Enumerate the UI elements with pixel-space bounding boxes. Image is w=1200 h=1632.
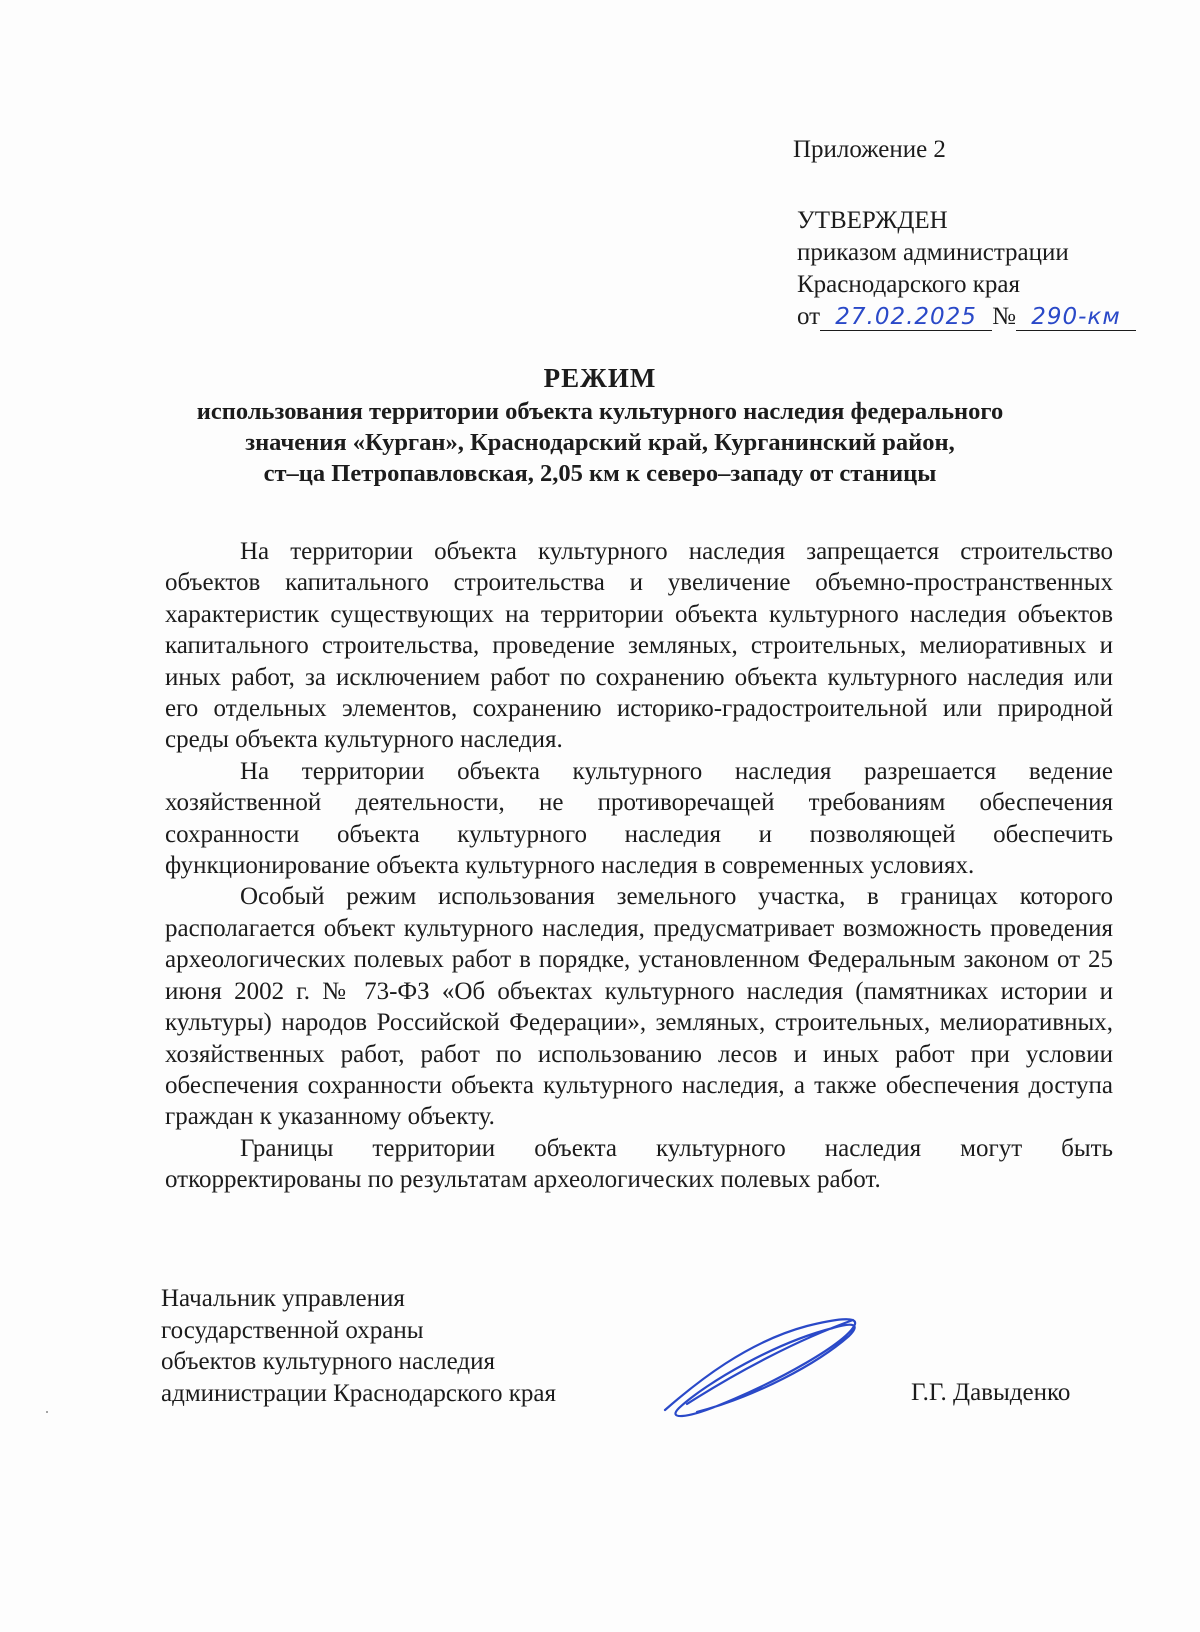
signer-line-4: администрации Краснодарского края [161, 1379, 557, 1407]
number-prefix: № [992, 303, 1016, 330]
signer-line-2: государственной охраны [161, 1316, 424, 1344]
title-main: РЕЖИМ [543, 363, 657, 393]
signer-name: Г.Г. Давыденко [911, 1379, 1071, 1406]
handwritten-signature [657, 1312, 867, 1422]
approval-stamp: УТВЕРЖДЕН [797, 207, 948, 234]
paragraph-3: Особый режим использования земельного участка, в границах которого располагается объект культурного наследия, предусматривает возможность проведения археологических полевых работ в порядке, установленном Федеральным законом от 25 июня 2002 г. № 73-ФЗ «Об объектах культурного наследия (памятниках истории и культуры) народов Российской Федерации», земляных, строительных, мелиоративных, хозяйственных работ, работ по использованию лесов и иных работ при условии обеспечения сохранности объекта культурного наследия, а также обеспечения доступа граждан к указанному объекту. [165, 883, 1113, 1131]
paragraph-2: На территории объекта культурного наследия разрешается ведение хозяйственной деятельности, не противоречащей требованиям обеспечения сохранности объекта культурного наследия и позволяющей обеспечить функционирование объекта культурного наследия в современных условиях. [165, 757, 1113, 880]
number-blank [1016, 304, 1136, 331]
approval-date-line [797, 301, 1136, 333]
appendix-label: Приложение 2 [793, 136, 946, 163]
title-line-2: значения «Курган», Краснодарский край, Курганинский район, [245, 429, 955, 456]
signer-title [161, 1283, 556, 1409]
document-body [165, 536, 1113, 1196]
date-prefix: от [797, 303, 821, 330]
title-line-3: ст–ца Петропавловская, 2,05 км к северо–западу от станицы [263, 460, 937, 487]
date-blank [820, 304, 992, 331]
approval-line-1: приказом администрации [797, 239, 1069, 266]
approval-line-2: Краснодарского края [797, 271, 1020, 298]
approval-block [797, 205, 1136, 333]
document-title [150, 360, 1050, 489]
scan-speck [46, 1411, 48, 1413]
paragraph-1: На территории объекта культурного наследия запрещается строительство объектов капитального строительства и увеличение объемно-пространственных характеристик существующих на территории объекта культурного наследия объектов капитального строительства, проведение земляных, строительных, мелиоративных и иных работ, за исключением работ по сохранению объекта культурного наследия или его отдельных элементов, сохранению историко-градостроительной или природной среды объекта культурного наследия. [165, 538, 1113, 754]
handwritten-date: 27.02.2025 [835, 304, 977, 330]
signer-line-1: Начальник управления [161, 1285, 405, 1312]
handwritten-number: 290-км [1031, 304, 1121, 330]
title-line-1: использования территории объекта культурного наследия федерального [196, 398, 1004, 425]
paragraph-4: Границы территории объекта культурного наследия могут быть откорректированы по результатам археологических полевых работ. [165, 1134, 1113, 1194]
signer-line-3: объектов культурного наследия [161, 1348, 495, 1375]
